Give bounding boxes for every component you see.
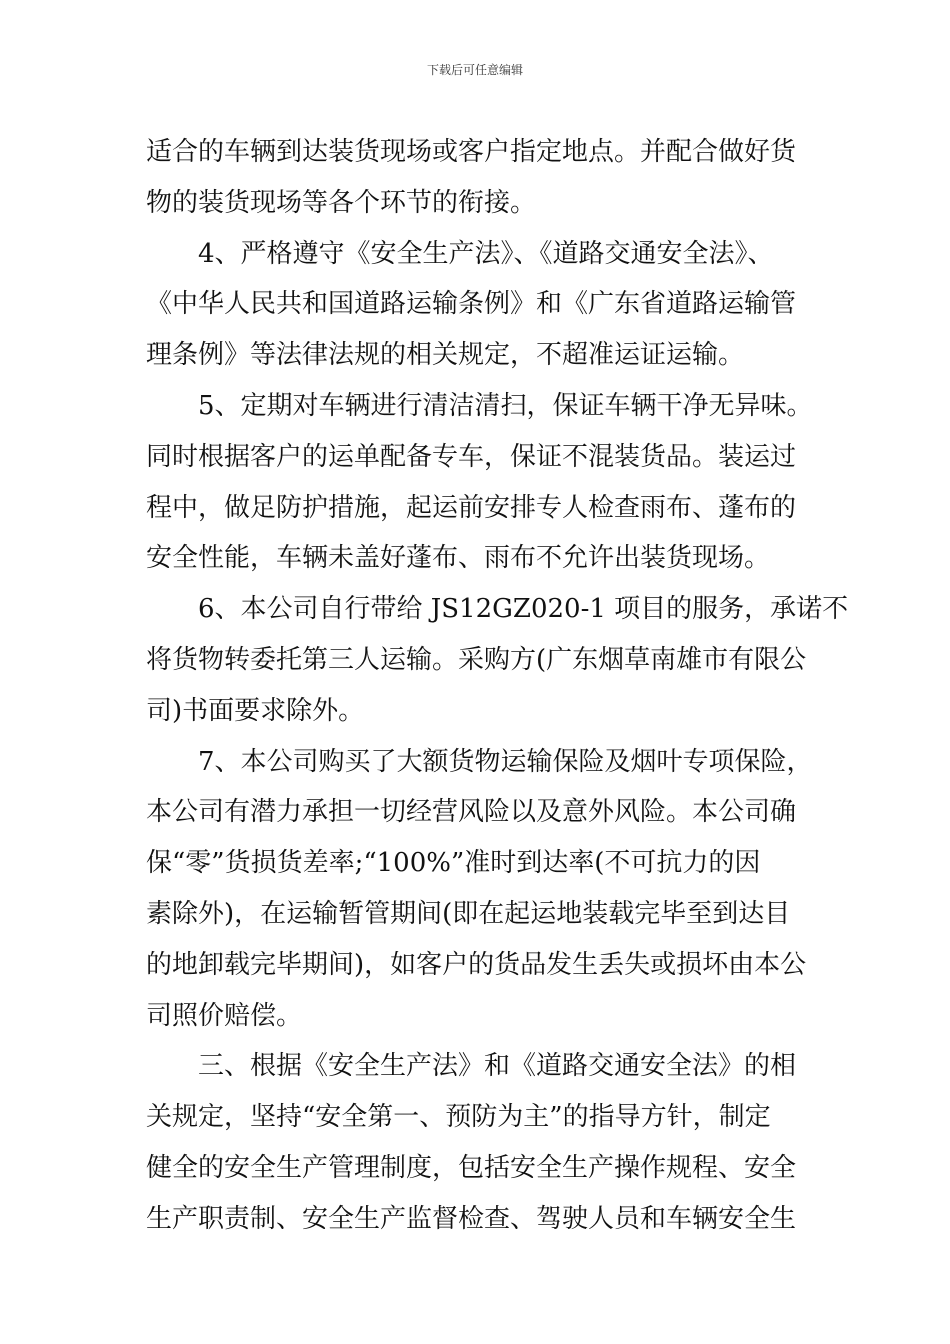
text-line: 适合的车辆到达装货现场或客户指定地点。并配合做好货 xyxy=(146,137,797,167)
text-line: 三、根据《安全生产法》和《道路交通安全法》的相 xyxy=(198,1051,797,1082)
text-line: 关规定，坚持“安全第一、预防为主”的指导方针，制定 xyxy=(146,1102,771,1133)
text-line: 的地卸载完毕期间)，如客户的货品发生丢失或损坏由本公 xyxy=(146,949,807,980)
text-line: 司)书面要求除外。 xyxy=(146,695,365,726)
text-line: 程中，做足防护措施，起运前安排专人检查雨布、蓬布的 xyxy=(146,492,797,523)
text-line: 6、本公司自行带给 JS12GZ020-1 项目的服务，承诺不 xyxy=(198,594,849,625)
text-line: 物的装货现场等各个环节的衔接。 xyxy=(146,187,537,218)
text-line: 司照价赔偿。 xyxy=(146,1000,303,1031)
text-line: 《中华人民共和国道路运输条例》和《广东省道路运输管 xyxy=(146,289,797,320)
text-line: 安全性能，车辆未盖好蓬布、雨布不允许出装货现场。 xyxy=(146,543,771,574)
page-header: 下载后可任意编辑 xyxy=(426,63,523,77)
text-line: 生产职责制、安全生产监督检查、驾驶人员和车辆安全生 xyxy=(146,1203,797,1234)
text-line: 健全的安全生产管理制度，包括安全生产操作规程、安全 xyxy=(146,1152,797,1183)
text-line: 5、定期对车辆进行清洁清扫，保证车辆干净无异味。 xyxy=(198,390,813,421)
text-line: 理条例》等法律法规的相关规定，不超准运证运输。 xyxy=(146,340,745,371)
text-line: 7、本公司购买了大额货物运输保险及烟叶专项保险， xyxy=(198,746,813,777)
text-line: 同时根据客户的运单配备专车，保证不混装货品。装运过 xyxy=(146,441,797,472)
text-line: 素除外)，在运输暂管期间(即在起运地装载完毕至到达目 xyxy=(146,898,791,929)
text-line: 4、严格遵守《安全生产法》、《道路交通安全法》、 xyxy=(198,238,774,269)
text-line: 保“零”货损货差率;“100%”准时到达率(不可抗力的因 xyxy=(146,848,761,879)
text-line: 将货物转委托第三人运输。采购方(广东烟草南雄市有限公 xyxy=(146,644,807,675)
text-line: 本公司有潜力承担一切经营风险以及意外风险。本公司确 xyxy=(146,797,797,828)
document-body xyxy=(146,127,849,1245)
